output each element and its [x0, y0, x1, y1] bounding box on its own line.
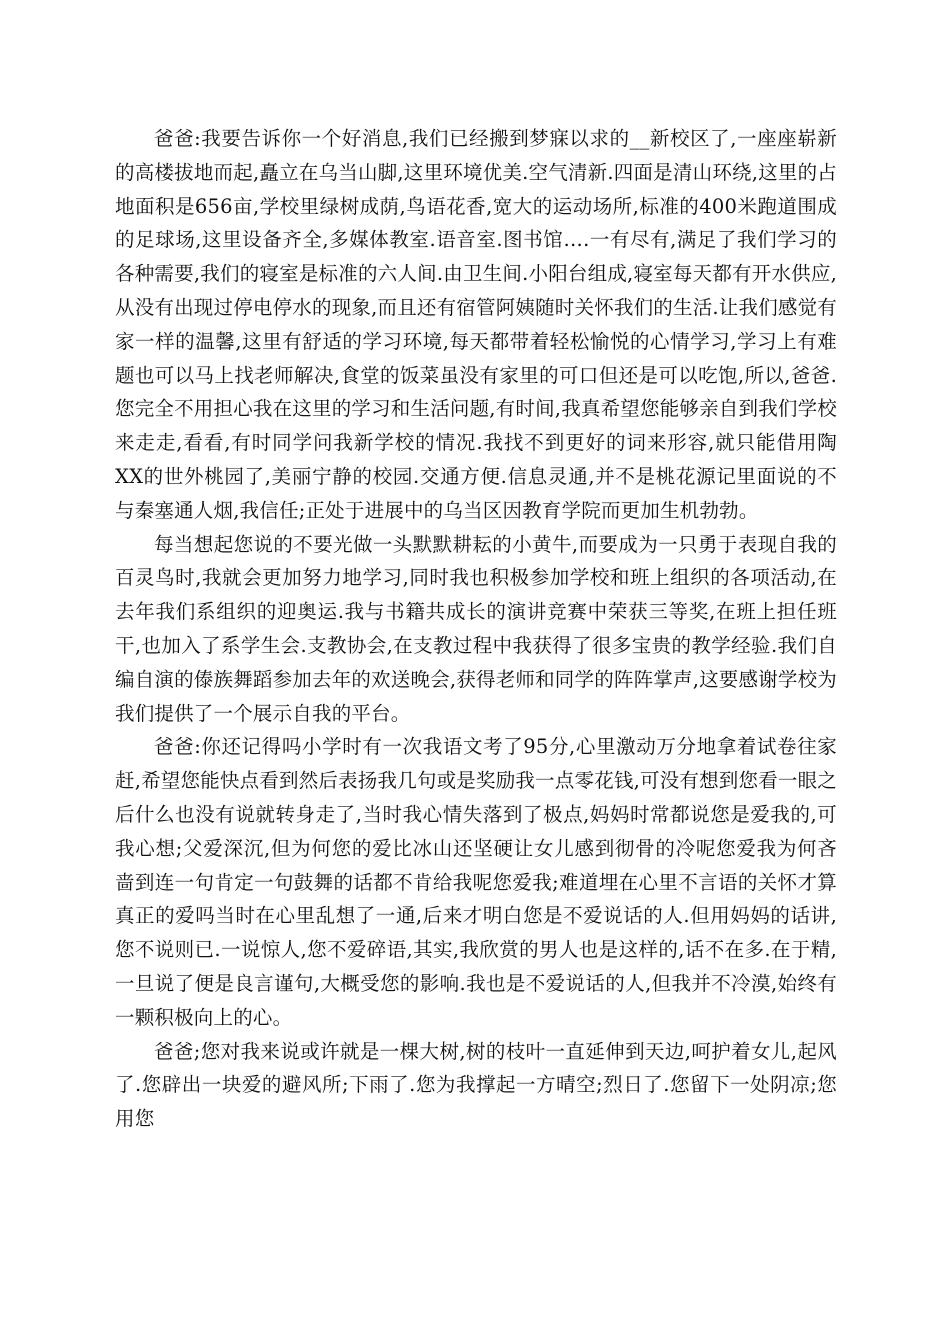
- paragraph-activities: 每当想起您说的不要光做一头默默耕耘的小黄牛,而要成为一只勇于表现自我的百灵鸟时,我就会更加努力地学习,同时我也积极参加学校和班上组织的各项活动,在去年我们系组织的迎奥运.我与书籍共成长的演讲竞赛中荣获三等奖,在班上担任班干,也加入了系学生会.支教协会,在支教过程中我获得了很多宝贵的教学经验.我们自编自演的傣族舞蹈参加去年的欢送晚会,获得老师和同学的阵阵掌声,这要感谢学校为我们提供了一个展示自我的平台。: [115, 532, 837, 725]
- letter-body: [115, 122, 837, 1136]
- paragraph-big-tree: 爸爸;您对我来说或许就是一棵大树,树的枝叶一直延伸到天边,呵护着女儿,起风了.您辟出一块爱的避风所;下雨了.您为我撑起一方晴空;烈日了.您留下一处阴凉;您用您: [115, 1039, 837, 1131]
- paragraph-childhood-memory: 爸爸:你还记得吗小学时有一次我语文考了95分,心里激动万分地拿着试卷往家赶,希望您能快点看到然后表扬我几句或是奖励我一点零花钱,可没有想到您看一眼之后什么也没有说就转身走了,当时我心情失落到了极点,妈妈时常都说您是爱我的,可我心想;父爱深沉,但为何您的爱比冰山还坚硬让女儿感到彻骨的冷呢您爱我为何吝啬到连一句肯定一句鼓舞的话都不肯给我呢您爱我;难道埋在心里不言语的关怀才算真正的爱吗当时在心里乱想了一通,后来才明白您是不爱说话的人.但用妈妈的话讲,您不说则已.一说惊人,您不爱碎语,其实,我欣赏的男人也是这样的,话不在多.在于精,一旦说了便是良言谨句,大概受您的影响.我也是不爱说话的人,但我并不冷漠,始终有一颗积极向上的心。: [115, 735, 837, 1029]
- paragraph-new-campus: 爸爸:我要告诉你一个好消息,我们已经搬到梦寐以求的__新校区了,一座座崭新的高楼拔地而起,矗立在乌当山脚,这里环境优美.空气清新.四面是清山环绕,这里的占地面积是656亩,学校里绿树成荫,鸟语花香,宽大的运动场所,标准的400米跑道围成的足球场,这里设备齐全,多媒体教室.语音室.图书馆….一有尽有,满足了我们学习的各种需要,我们的寝室是标准的六人间.由卫生间.小阳台组成,寝室每天都有开水供应,从没有出现过停电停水的现象,而且还有宿管阿姨随时关怀我们的生活.让我们感觉有家一样的温馨,这里有舒适的学习环境,每天都带着轻松愉悦的心情学习,学习上有难题也可以马上找老师解决,食堂的饭菜虽没有家里的可口但还是可以吃饱,所以,爸爸.您完全不用担心我在这里的学习和生活问题,有时间,我真希望您能够亲自到我们学校来走走,看看,有时同学问我新学校的情况.我找不到更好的词来形容,就只能借用陶XX的世外桃园了,美丽宁静的校园.交通方便.信息灵通,并不是桃花源记里面说的不与秦塞通人烟,我信任;正处于进展中的乌当区因教育学院而更加生机勃勃。: [115, 127, 837, 522]
